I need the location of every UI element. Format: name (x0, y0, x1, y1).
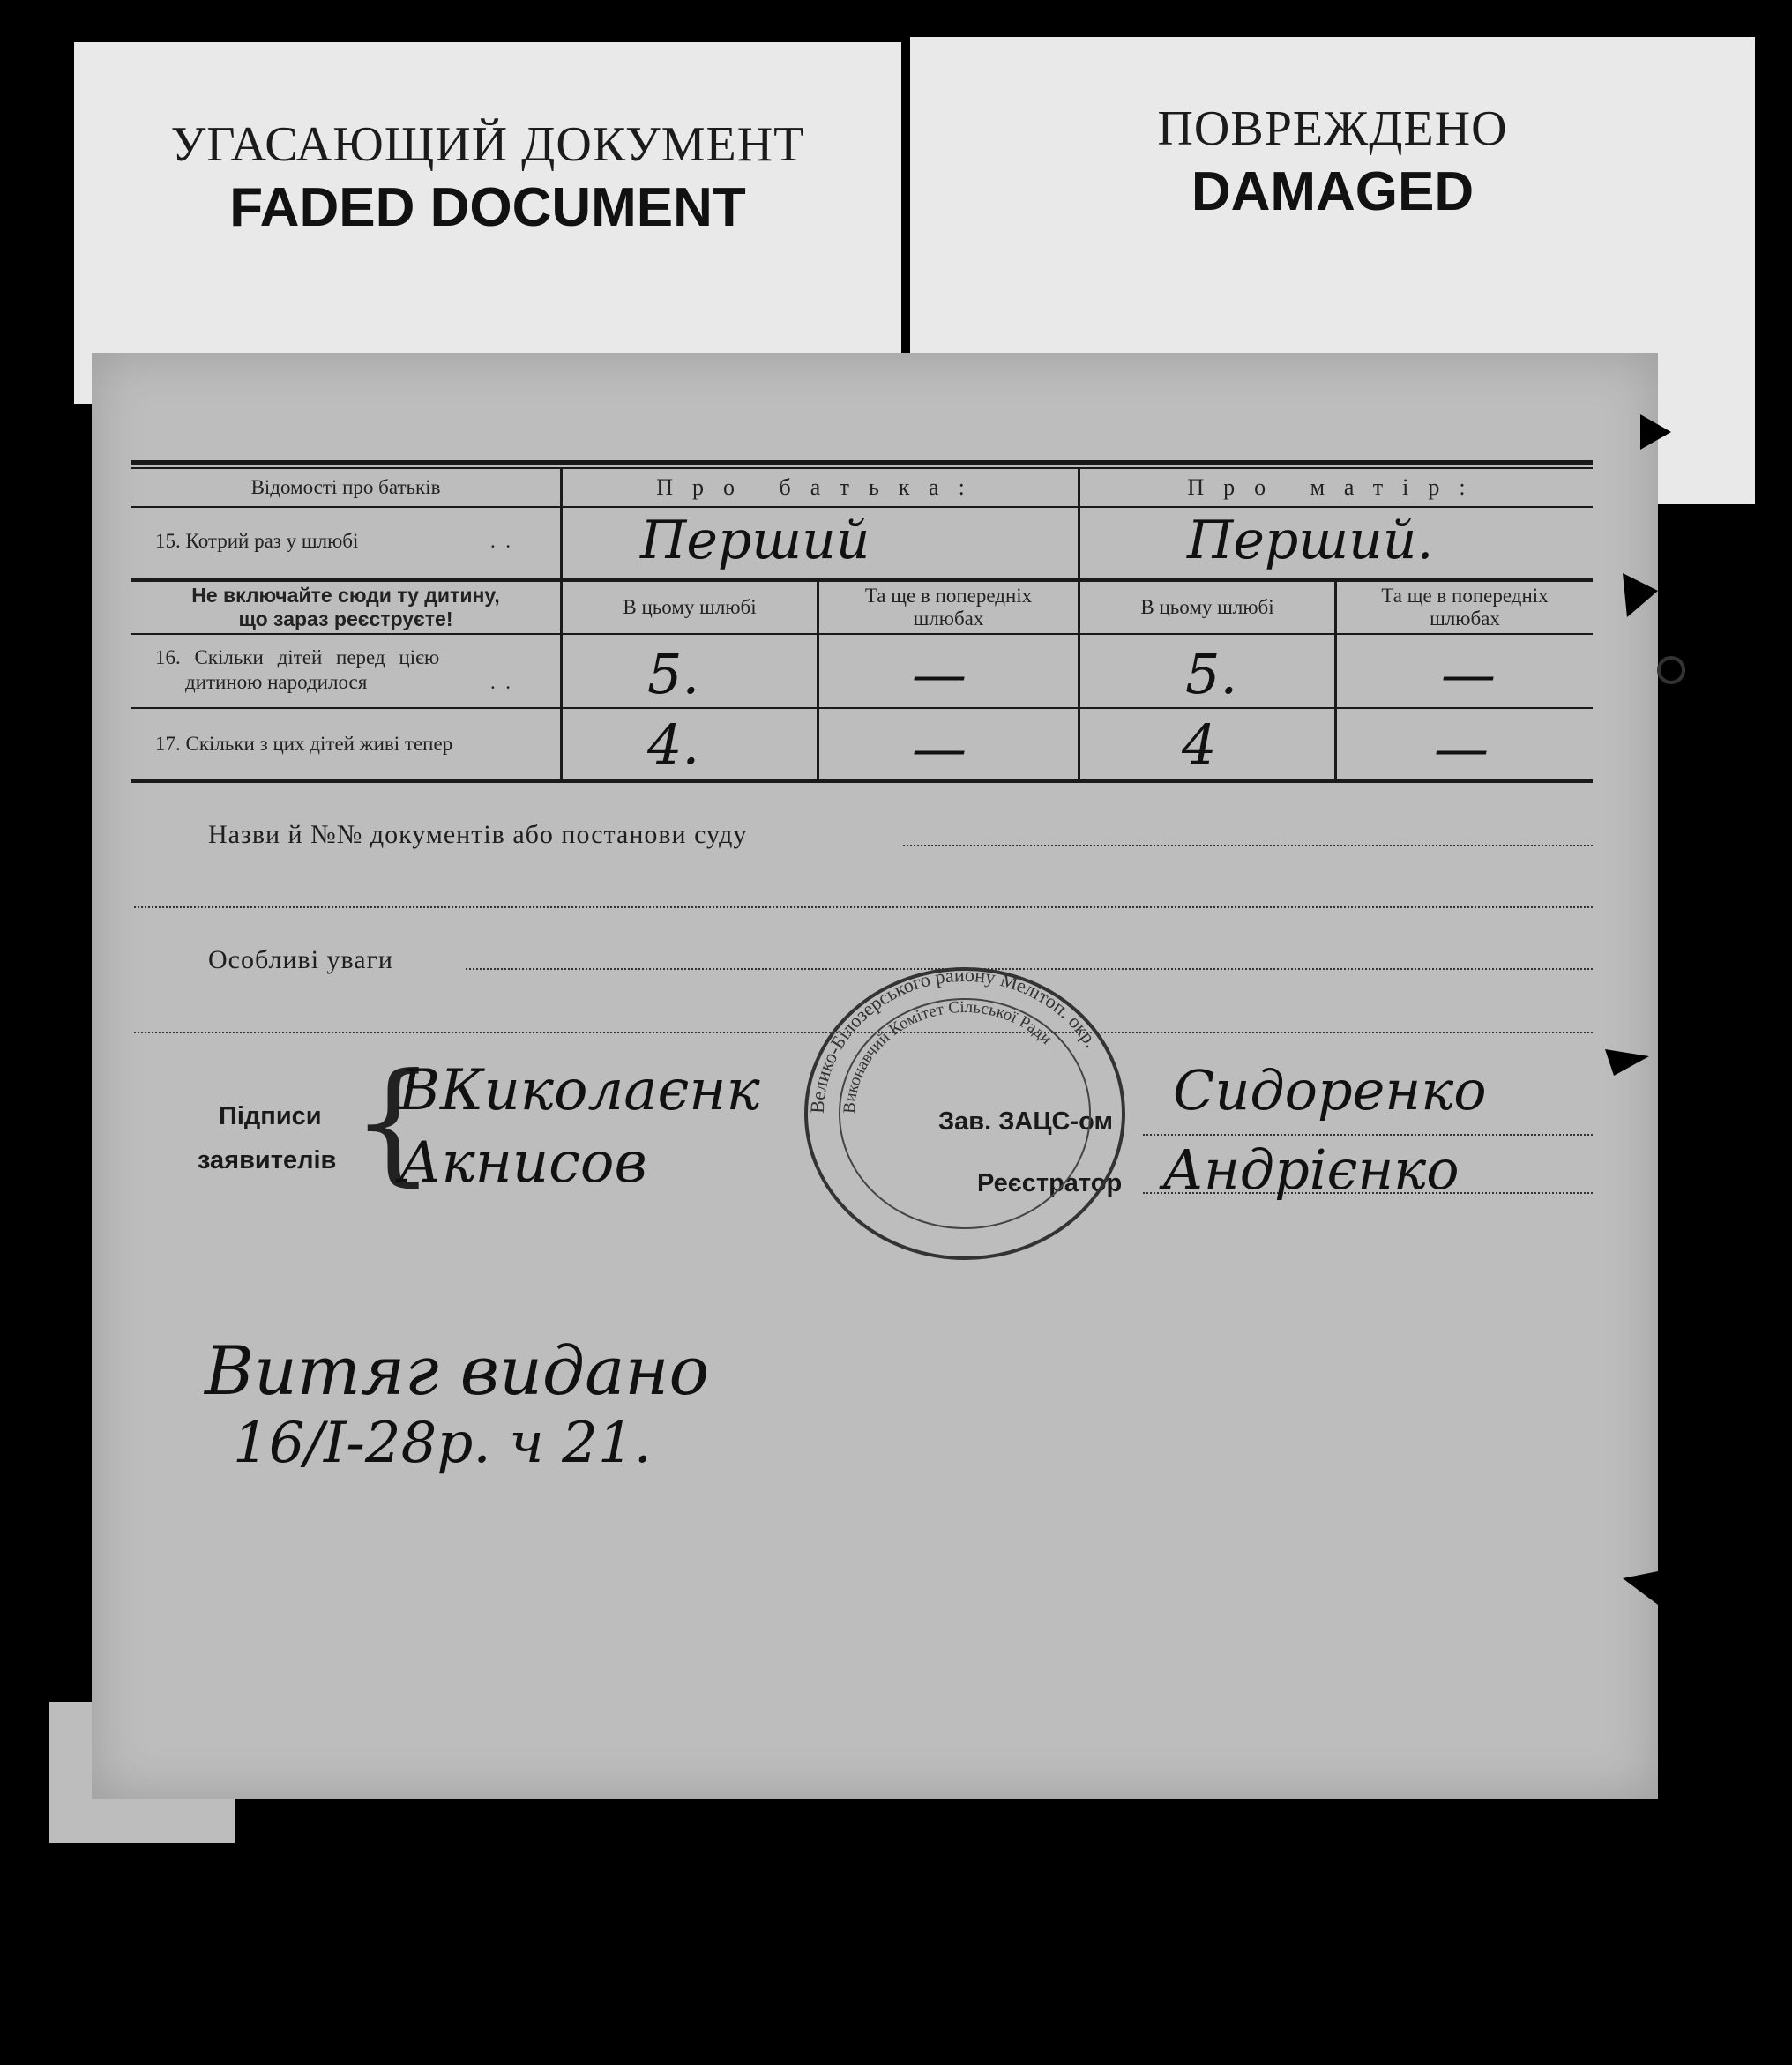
table-rule (131, 707, 1593, 709)
subheader-prev-line2: шлюбах (1430, 608, 1500, 630)
faded-document-label (74, 42, 901, 404)
signatures-brace: { (351, 1046, 436, 1199)
row15-father-value: Перший (640, 510, 870, 571)
row16-label-line1: 16. Скільки дітей перед цією (155, 646, 440, 668)
faded-label-en: FADED DOCUMENT (229, 177, 746, 238)
damaged-label-ru: ПОВРЕЖДЕНО (1157, 101, 1508, 156)
handnote-line1: Витяг видано (205, 1331, 710, 1410)
head-signature-line (1143, 1134, 1593, 1136)
note-line2: що зараз реєструєте! (238, 608, 453, 630)
head-signature: Сидоренко (1173, 1058, 1487, 1122)
note-line1: Не включайте сюди ту дитину, (191, 584, 500, 607)
signatures-label-line2: заявителів (198, 1146, 337, 1174)
official-stamp (801, 966, 1129, 1261)
handnote-line2: 16/I-28р. ч 21. (233, 1411, 652, 1476)
subheader-mother-this-marriage: В цьому шлюбі (1140, 596, 1274, 618)
subheader-prev-line1: Та ще в попередніх (1381, 585, 1549, 607)
remarks-field-label: Особливі уваги (208, 945, 393, 974)
subheader-prev-line2: шлюбах (913, 608, 984, 630)
head-zags-label: Зав. ЗАЦС-ом (938, 1107, 1113, 1136)
row15-dots: . . (490, 530, 511, 552)
stamp-inner-text: Виконавчий Комітет Сільської Ради (840, 997, 1056, 1115)
stamp-outer-text: Велико-Білозерського району Мелітоп. окр. (805, 966, 1103, 1115)
note-exclude-child (132, 582, 559, 633)
damaged-label-en: DAMAGED (1191, 161, 1475, 222)
signatures-label-line1: Підписи (219, 1102, 322, 1130)
registrar-label: Реєстратор (977, 1169, 1123, 1197)
documents-field-line (903, 845, 1593, 846)
documents-field-label: Назви й №№ документів або постанови суду (208, 820, 748, 849)
row16-dots: . . (490, 671, 511, 693)
subheader-prev-line1: Та ще в попередніх (864, 585, 1033, 607)
table-rule (131, 633, 1593, 635)
registrar-signature: Андрієнко (1162, 1137, 1460, 1202)
row17-mother-prev: — (1434, 716, 1489, 780)
applicant2-signature: Акнисов (399, 1130, 647, 1196)
subheader-father-this-marriage: В цьому шлюбі (623, 596, 757, 618)
row16-father-prev: — (912, 642, 967, 706)
subheader-mother-previous (1337, 582, 1593, 633)
table-bottom-rule (131, 779, 1593, 783)
row15-label: 15. Котрий раз у шлюбі (155, 530, 359, 552)
row16-mother-this: 5. (1185, 642, 1238, 706)
row16-father-this: 5. (647, 642, 700, 706)
applicant1-signature: ВКиколаєнк (399, 1058, 760, 1123)
row17-father-prev: — (912, 716, 967, 780)
row17-mother-this: 4 (1182, 712, 1217, 777)
faded-label-ru: УГАСАЮЩИЙ ДОКУМЕНТ (170, 117, 805, 172)
row17-label: 17. Скільки з цих дітей живі тепер (155, 733, 453, 755)
edge-notches-decoration (1587, 397, 1693, 1631)
subheader-father-previous (819, 582, 1078, 633)
row16-label-line2: дитиною народилося (185, 671, 368, 693)
header-father: Про батька: (656, 474, 984, 500)
row15-mother-value: Перший. (1187, 510, 1434, 571)
documents-field-line2 (134, 906, 1593, 908)
row16-mother-prev: — (1441, 642, 1496, 706)
table-rule (131, 506, 1593, 508)
header-parents-info: Відомості про батьків (250, 476, 441, 498)
table-top-rule (131, 460, 1593, 465)
header-mother: Про матір: (1187, 474, 1485, 500)
row17-father-this: 4. (647, 712, 700, 777)
